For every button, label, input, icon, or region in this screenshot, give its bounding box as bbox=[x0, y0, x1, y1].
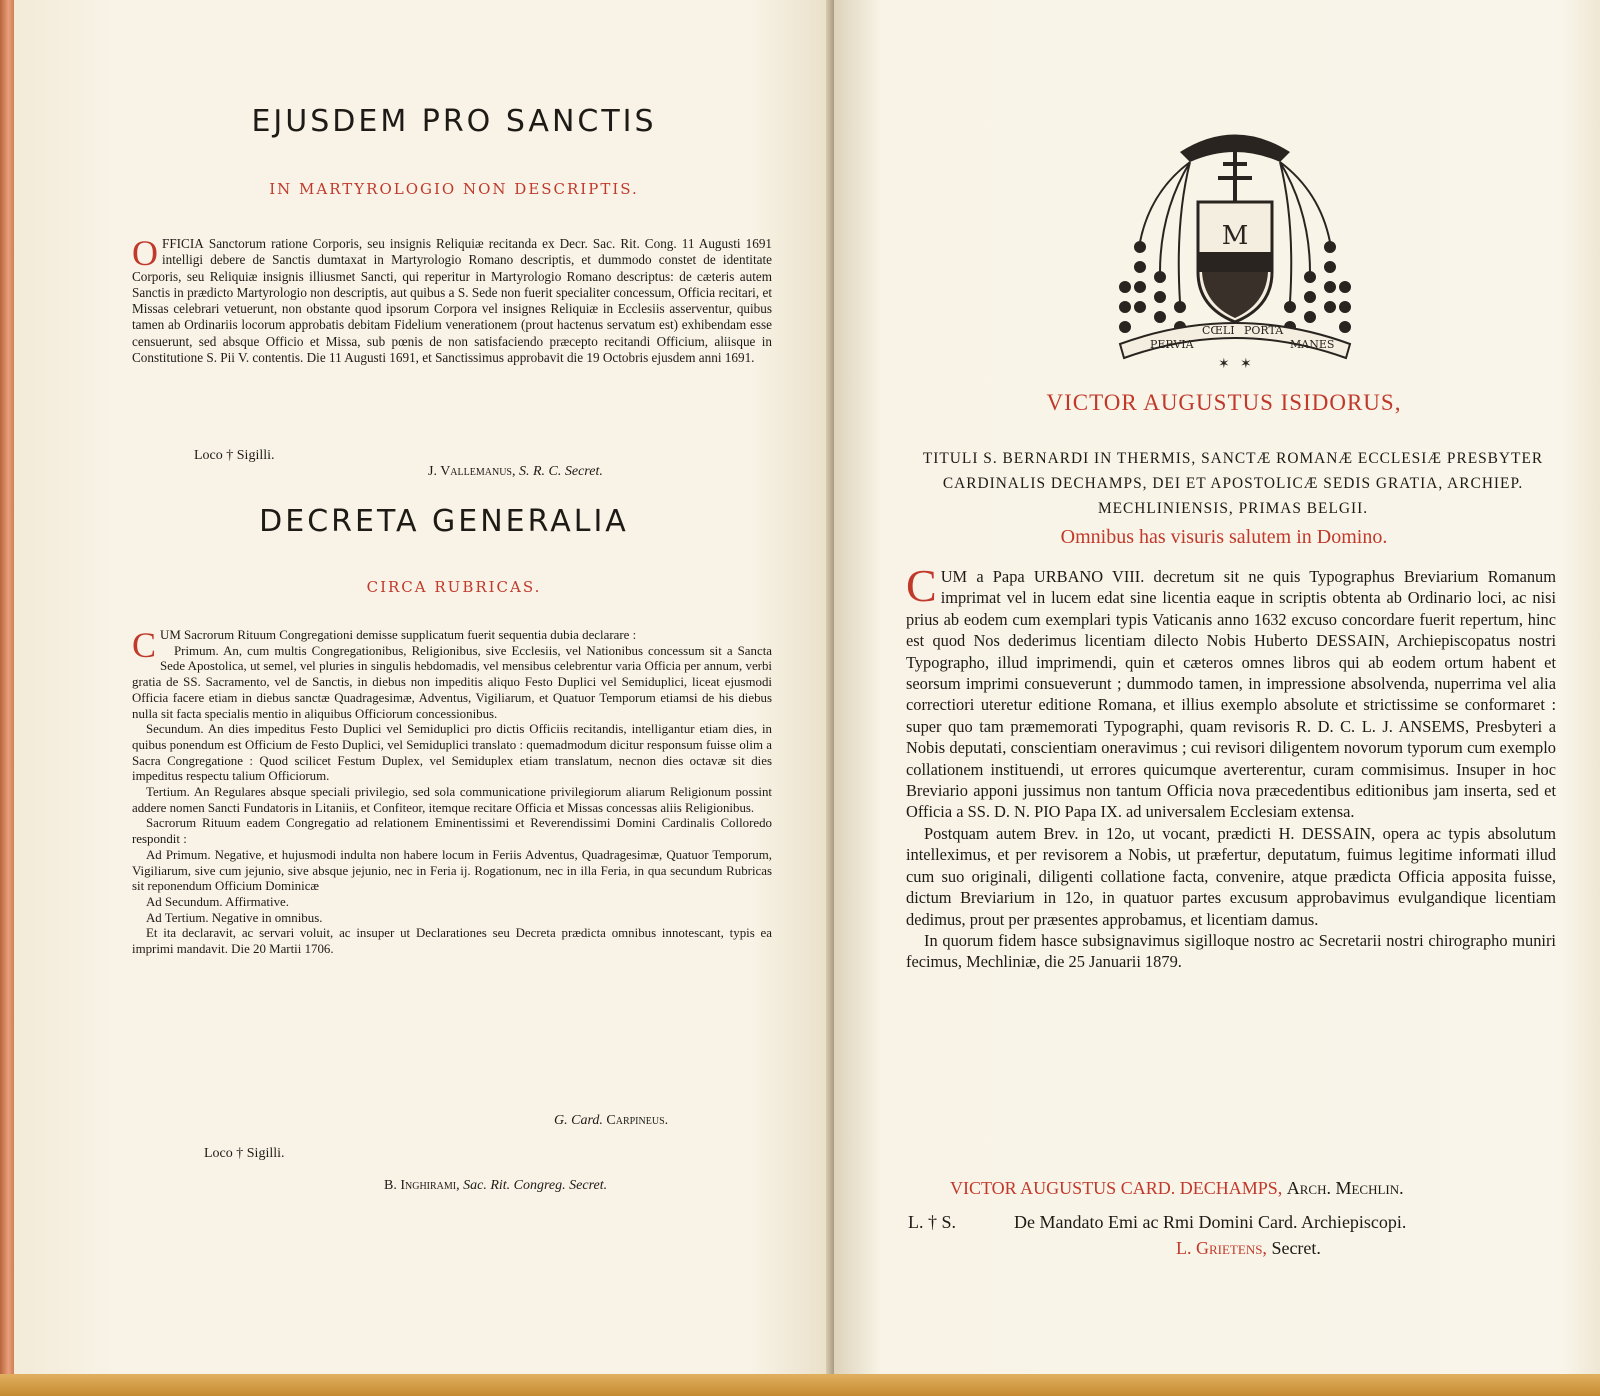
cross-icon bbox=[1218, 150, 1252, 202]
cardinal-titles: TITULI S. BERNARDI IN THERMIS, SANCTÆ ROMANÆ ECCLESIÆ PRESBYTER CARDINALIS DECHAMPS, DEI ET APOSTOLICÆ SEDIS GRATIA, ARCHIEP. MECHLINIENSIS, PRIMAS BELGII. bbox=[922, 450, 1544, 517]
signer-2b-name: B. Inghirami, bbox=[384, 1178, 460, 1193]
right-page bbox=[834, 0, 1600, 1376]
approbation-para-0: a Papa URBANO VIII. decretum sit ne quis Typographus Breviarium Romanum imprimat vel in lucem edat sine licentia eaque in scriptis obtenta ab Ordinario loci, ac nisi prius ab eodem cum exemplari typis Vaticanis anno 1632 excuso concordare fuerit repertum, hinc est quod Nos dederimus licentiam dilecto Nobis Huberto DESSAIN, Archiepiscopatus nostri Typographo, illud imprimendi, quin et cæteros omnes libros qui ab eodem ortum habent et seorsum imprimi consueverunt ; dummodo tamen, in impressione absolvenda, nuperrima vel alia correctiori uteretur editione Romana, et illius exemplo absolute et strictissime se conformaret : super quo tam præmemorati Typographi, quam revisoris R. D. C. L. J. ANSEMS, Presbyteri a Nobis deputati, conscientiam oneravimus ; cui revisori diligentem novorum typorum cum exemplo collationem instituendi, ut errores quicumque averterentur, curam commisimus. Insuper in hoc Breviario apponi jussimus non tantum Officia nova præcedentibus editionibus jam inserta, sed et Officia a SS. D. N. PIO Papa IX. ad universalem Ecclesiam extensa. bbox=[906, 567, 1556, 822]
star-icon: ✶ bbox=[1240, 356, 1252, 372]
signer-1-title: S. R. C. Secret. bbox=[518, 464, 603, 479]
signer-2a bbox=[554, 1113, 668, 1129]
subtitle-circa-rubricas: CIRCA RUBRICAS. bbox=[366, 578, 542, 596]
decree-2-para-2: Secundum. An dies impeditus Festo Duplici vel Semiduplici pro dictis Officiis recitandis, intelligantur etiam dies, in quibus ponendum est Officium de Festo Duplici, vel Semiduplici translato : quemadmodum dicitur responsum fuisse olim a Sacra Congregatione : Quod scilicet Festum Duplex, vel Semiduplex etiam translatum, necnon dies octavæ sit dies impeditus respectu talium Officiorum. bbox=[132, 722, 772, 784]
decree-2-para-5: Ad Primum. Negative, et hujusmodi indulta non habere locum in Feriis Adventus, Quadragesimæ, Quatuor Temporum, Vigiliarum, sive cum jejunio, sive absque jejunio, nec in Feria ij. Rogationum, nec in illa Feria, in qua secundum Rubricas sit reponendum Officium Dominicæ bbox=[132, 847, 772, 894]
decree-2-para-4: Sacrorum Rituum eadem Congregatio ad relationem Eminentissimi et Reverendissimi Domini Cardinalis Colloredo respondit : bbox=[132, 816, 772, 847]
book-edge-bottom bbox=[0, 1374, 1600, 1396]
drop-cap-c-right: C bbox=[906, 560, 937, 611]
secretary-line bbox=[1176, 1238, 1321, 1259]
secretary-name: L. Grietens, bbox=[1176, 1238, 1267, 1258]
shield-band bbox=[1198, 252, 1272, 272]
signature-title: Arch. Mechlin. bbox=[1286, 1178, 1404, 1198]
book-edge-left bbox=[0, 0, 14, 1396]
mandate-line: De Mandato Emi ac Rmi Domini Card. Archiepiscopi. bbox=[1014, 1212, 1407, 1232]
tassels-right bbox=[1280, 162, 1350, 332]
signer-2b-title: Sac. Rit. Congreg. Secret. bbox=[463, 1178, 608, 1193]
signature-line bbox=[950, 1178, 1404, 1199]
decree-2-para-6: Ad Secundum. Affirmative. bbox=[146, 894, 289, 909]
motto-word-4: MANES bbox=[1290, 338, 1335, 351]
decree-1-lead: FFICIA bbox=[162, 236, 204, 251]
approbation-para-2: In quorum fidem hasce subsignavimus sigilloque nostro ac Secretarii nostri chirographo muniri fecimus, Mechliniæ, die 25 Januarii 1879. bbox=[906, 930, 1556, 972]
decree-2-para-0: Sacrorum Rituum Congregationi demisse supplicatum fuerit sequentia dubia declarare : bbox=[184, 628, 637, 642]
decree-2-para-8: Et ita declaravit, ac servari voluit, ac insuper ut Declarationes seu Decreta prædicta omnibus innotescant, typis ea imprimi mandavit. Die 20 Martii 1706. bbox=[132, 926, 772, 957]
decree-2-para-1: Primum. An, cum multis Congregationibus, Religionibus, sive Ecclesiis, vel Nationibus concessum sit a Sancta Sede Apostolica, ut semel, vel pluries in singulis hebdomadis, vel mensibus celebrentur varia Officia per annum, verbi gratia de SS. Sacramento, vel de Sanctis, in diebus non impeditis aliquo Festo Duplici vel Semiduplici, liceat ejusmodi Officia facere etiam in diebus sanctæ Quadragesimæ, Adventus, Vigiliarum, et Quatuor Temporum etiamsi de his diebus nulla sit facta specialis mentio in aliquibus Officiorum concessionibus. bbox=[132, 643, 772, 721]
decree-1-text bbox=[132, 233, 773, 366]
decree-2-text bbox=[132, 625, 772, 958]
signature-name: VICTOR AUGUSTUS CARD. DECHAMPS, bbox=[950, 1178, 1283, 1198]
subtitle-martyrologio: IN MARTYROLOGIO NON DESCRIPTIS. bbox=[269, 180, 639, 198]
title-ejusdem: EJUSDEM PRO SANCTIS bbox=[251, 104, 657, 139]
decree-2-para-7: Ad Tertium. Negative in omnibus. bbox=[146, 910, 323, 925]
seal-mark: L. † S. bbox=[908, 1212, 957, 1232]
signer-2a-name: Carpineus. bbox=[606, 1113, 669, 1128]
shield-base bbox=[1202, 272, 1268, 318]
drop-cap-o: O bbox=[132, 233, 158, 273]
motto-word-2: CŒLI bbox=[1202, 324, 1235, 337]
seal-2: Loco † Sigilli. bbox=[204, 1146, 285, 1161]
tassels-left bbox=[1120, 162, 1190, 332]
star-icon: ✶ bbox=[1218, 356, 1230, 372]
coat-of-arms bbox=[1110, 122, 1360, 372]
approbation-body bbox=[906, 560, 1556, 973]
decree-2-para-3: Tertium. An Regulares absque speciali privilegio, sed sola communicatione privilegiorum aliarum Religionum possint addere nomen Sancti Fundatoris in Litaniis, et Confiteor, itemque recitare Officia et Missas concessas aliis Religionibus. bbox=[132, 785, 772, 815]
cardinal-name: VICTOR AUGUSTUS ISIDORUS, bbox=[1046, 390, 1402, 415]
signer-2b bbox=[384, 1178, 607, 1194]
seal-1: Loco † Sigilli. bbox=[194, 448, 275, 463]
left-page bbox=[14, 0, 834, 1376]
shield-monogram: M bbox=[1221, 221, 1249, 251]
motto-word-3: PORTA bbox=[1244, 324, 1284, 337]
motto-word-1: PERVIA bbox=[1150, 338, 1194, 351]
decree-1-body: Sanctorum ratione Corporis, seu insignis Reliquiæ recitanda ex Decr. Sac. Rit. Cong. 11 Augusti 1691 intelligi debere de Sanctis dumtaxat in Martyrologio Romano descriptis, et dummodo constet de identitate Corporis, seu Reliquiæ insignis illiusmet Sancti, qui reperitur in Martyrologio Romano descriptus: de cæteris autem Sanctis in prædicto Martyrologio non descriptis, aut quibus a S. Sede non fuerit specialiter concessum, Officia recitari, et Missas celebrari vetuerunt, non obstante quod ipsorum Corpora vel insignes Reliquiæ in Ecclesiis asserventur, quibus tamen ab Ordinariis locorum approbatis debitam Fidelium venerationem (prout hactenus servatum est) exhibendam esse censuerunt, sed absque Officio et Missa, sub pœnis de non satisfaciendo præcepto recitandi Officium, aliisque in Constitutione S. Pii V. contentis. Die 11 Augusti 1691, et Sanctissimus approbavit die 19 Octobris ejusdem anni 1691. bbox=[132, 236, 773, 366]
drop-cap-c: C bbox=[132, 625, 157, 665]
decree-2-lead: UM bbox=[160, 628, 181, 642]
secretary-title: Secret. bbox=[1271, 1238, 1321, 1258]
signer-2a-title: G. Card. bbox=[554, 1113, 603, 1128]
approbation-para-1: Postquam autem Brev. in 12o, ut vocant, prædicti H. DESSAIN, opera ac typis absolutum intelleximus, et per revisorem a Nobis, ut præfertur, deputatum, fuimus legitime informati illud cum suo originali, diligenti collatione facta, convenire, atque prædicta Officia apposita fuisse, dictum Breviarium in 12o, in quatuor partes excusum approbavimus evulgandique licentiam dedimus, prout per præsentes approbamus, et licentiam damus. bbox=[906, 823, 1556, 929]
greeting: Omnibus has visuris salutem in Domino. bbox=[1060, 526, 1388, 548]
title-decreta-generalia: DECRETA GENERALIA bbox=[259, 504, 629, 539]
signer-1-name: J. Vallemanus, bbox=[428, 464, 516, 479]
signer-1 bbox=[428, 464, 603, 480]
approbation-lead: UM bbox=[940, 567, 968, 586]
